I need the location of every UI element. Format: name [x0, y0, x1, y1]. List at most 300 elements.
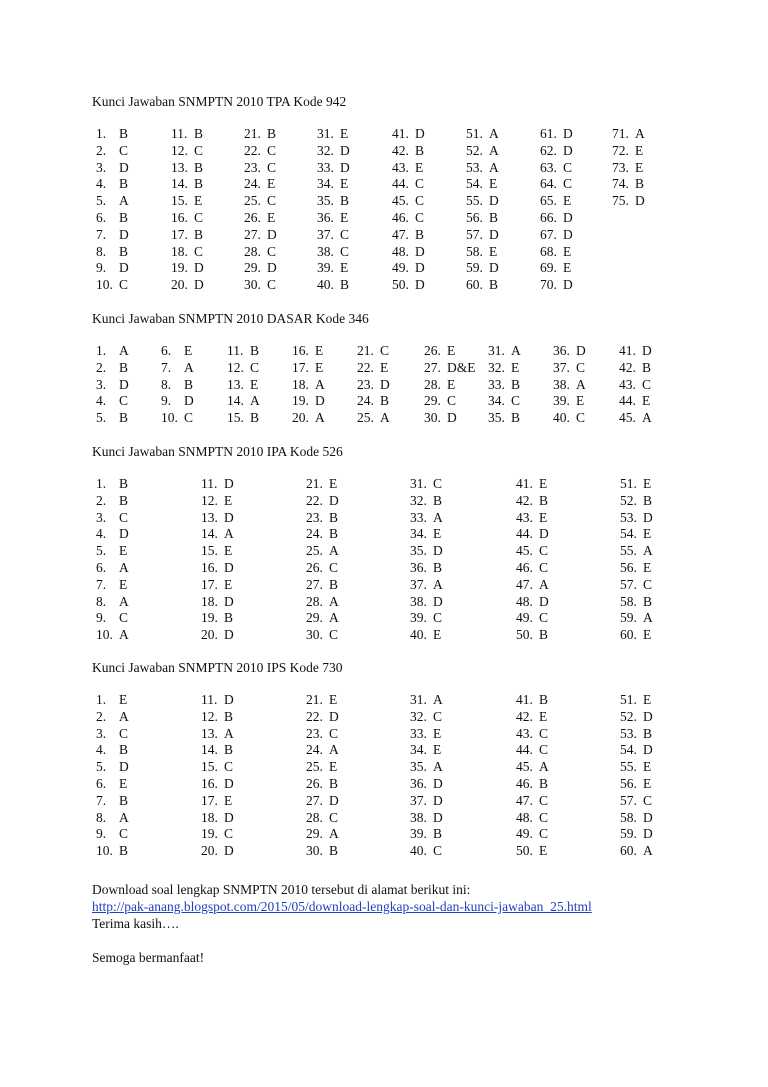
answer-letter: B [329, 775, 339, 791]
answer-letter: B [489, 277, 499, 293]
question-number: 6. [96, 559, 107, 575]
question-number: 36. [317, 209, 334, 225]
answer-item [171, 159, 204, 177]
answer-letter: D [340, 159, 350, 175]
answer-item [96, 393, 129, 410]
answer-item [620, 742, 653, 759]
answer-item [171, 226, 204, 244]
answer-letter: E [340, 176, 349, 192]
answer-letter: D [119, 260, 129, 276]
answer-letter: E [643, 559, 652, 575]
section-title-ips: Kunci Jawaban SNMPTN 2010 IPS Kode 730 [92, 660, 343, 675]
answer-item [201, 509, 234, 527]
answer-letter: C [119, 826, 129, 842]
answer-item [171, 243, 204, 261]
answer-item [96, 492, 129, 510]
answer-item [516, 708, 548, 726]
question-number: 2. [96, 359, 107, 375]
answer-letter: B [119, 843, 129, 859]
answer-letter: D [194, 260, 204, 276]
answer-item [171, 209, 204, 227]
question-number: 11. [201, 476, 218, 491]
answer-letter: B [643, 725, 653, 741]
question-number: 21. [244, 126, 261, 141]
answer-letter: A [119, 809, 129, 825]
question-number: 36. [410, 559, 427, 575]
answer-item [306, 809, 339, 827]
question-number: 30. [306, 627, 323, 643]
answer-item [201, 576, 233, 594]
question-number: 53. [620, 509, 637, 525]
question-number: 37. [410, 792, 427, 808]
question-number: 8. [161, 376, 172, 392]
question-number: 23. [357, 376, 374, 392]
answer-item [410, 775, 443, 793]
answer-letter: D [224, 476, 234, 491]
answer-item [244, 126, 277, 143]
question-number: 7. [161, 359, 172, 375]
answer-item [201, 708, 234, 726]
answer-item [201, 610, 234, 627]
answer-item [410, 742, 442, 759]
answer-letter: C [329, 809, 339, 825]
answer-item [292, 393, 325, 410]
answer-letter: C [415, 209, 425, 225]
answer-letter: D [433, 543, 443, 559]
answer-letter: A [119, 193, 129, 209]
question-number: 53. [466, 159, 483, 175]
answer-letter: D [184, 393, 194, 409]
answer-letter: E [315, 359, 324, 375]
question-number: 32. [317, 142, 334, 158]
answer-letter: B [224, 742, 234, 758]
answer-item [96, 759, 129, 776]
answer-item [317, 193, 350, 210]
question-number: 47. [516, 576, 533, 592]
answer-item [201, 809, 234, 827]
answer-letter: C [119, 725, 129, 741]
answer-item [306, 492, 339, 510]
question-number: 62. [540, 142, 557, 158]
answer-letter: B [539, 775, 549, 791]
answer-letter: D [329, 792, 339, 808]
question-number: 19. [292, 393, 309, 409]
question-number: 18. [201, 809, 218, 825]
answer-item [317, 243, 350, 261]
answer-item [410, 627, 442, 644]
answer-letter: E [267, 209, 276, 225]
answer-item [620, 775, 652, 793]
question-number: 19. [201, 610, 218, 626]
question-number: 14. [227, 393, 244, 409]
question-number: 23. [306, 509, 323, 525]
answer-item [201, 759, 234, 776]
answer-item [466, 126, 499, 143]
question-number: 51. [620, 476, 637, 491]
answer-letter: A [433, 759, 443, 775]
answer-letter: D [447, 410, 457, 426]
answer-item [620, 759, 652, 776]
question-number: 28. [306, 809, 323, 825]
question-number: 31. [410, 692, 427, 707]
question-number: 6. [161, 343, 172, 358]
answer-letter: C [119, 277, 129, 293]
answer-letter: B [340, 277, 350, 293]
question-number: 29. [306, 826, 323, 842]
question-number: 2. [96, 492, 107, 508]
question-number: 4. [96, 176, 107, 192]
answer-item [612, 126, 645, 143]
answer-letter: D [119, 226, 129, 242]
answer-item [424, 359, 476, 377]
answer-item [317, 260, 349, 277]
answer-letter: B [511, 410, 521, 426]
answer-letter: A [224, 725, 234, 741]
answer-letter: D [433, 593, 443, 609]
answer-item [392, 159, 424, 177]
answer-letter: E [433, 526, 442, 542]
answer-letter: C [224, 759, 234, 775]
answer-letter: B [329, 526, 339, 542]
answer-item [488, 359, 520, 377]
answer-item [620, 725, 653, 743]
answer-item [516, 492, 549, 510]
answer-item [317, 209, 349, 227]
answer-item [306, 826, 339, 843]
answer-item [171, 193, 203, 210]
answer-letter: D [433, 775, 443, 791]
answer-item [612, 193, 645, 210]
answer-letter: D [489, 193, 499, 209]
answer-letter: D [224, 593, 234, 609]
question-number: 26. [424, 343, 441, 358]
answer-letter: E [539, 708, 548, 724]
question-number: 20. [171, 277, 188, 293]
question-number: 36. [553, 343, 570, 358]
answer-letter: E [267, 176, 276, 192]
answer-item [96, 526, 129, 543]
answer-letter: A [433, 692, 443, 707]
answer-letter: D [643, 826, 653, 842]
question-number: 51. [620, 692, 637, 707]
question-number: 33. [410, 509, 427, 525]
question-number: 3. [96, 159, 107, 175]
answer-item [201, 627, 234, 644]
answer-letter: D [563, 277, 573, 293]
question-number: 37. [317, 226, 334, 242]
question-number: 43. [392, 159, 409, 175]
answer-item [540, 126, 573, 143]
answer-letter: B [119, 410, 129, 426]
answer-item [201, 843, 234, 860]
answer-item [540, 142, 573, 160]
answer-item [620, 476, 652, 493]
answer-item [516, 843, 548, 860]
question-number: 45. [516, 543, 533, 559]
answer-letter: B [329, 509, 339, 525]
answer-item [410, 476, 443, 493]
answer-letter: A [315, 376, 325, 392]
answer-item [553, 393, 585, 410]
answer-letter: E [489, 176, 498, 192]
answer-item [306, 526, 339, 543]
answer-letter: D [119, 526, 129, 542]
answer-item [612, 142, 644, 160]
answer-letter: C [119, 142, 129, 158]
answer-letter: C [250, 359, 260, 375]
answer-item [424, 376, 456, 394]
answer-item [201, 526, 234, 543]
answer-item [96, 708, 129, 726]
question-number: 64. [540, 176, 557, 192]
answer-item [201, 543, 233, 560]
answer-item [516, 526, 549, 543]
answer-item [620, 843, 653, 860]
question-number: 1. [96, 343, 107, 358]
answer-item [620, 826, 653, 843]
answer-item [620, 576, 653, 594]
answer-letter: D [539, 526, 549, 542]
answer-item [244, 277, 277, 294]
answer-letter: A [329, 543, 339, 559]
answer-letter: B [224, 708, 234, 724]
answer-letter: E [224, 492, 233, 508]
question-number: 1. [96, 692, 107, 707]
question-number: 33. [317, 159, 334, 175]
answer-letter: A [380, 410, 390, 426]
answer-letter: B [340, 193, 350, 209]
answer-item [619, 359, 652, 377]
answer-letter: A [184, 359, 194, 375]
question-number: 16. [201, 775, 218, 791]
answer-letter: B [267, 126, 277, 141]
question-number: 70. [540, 277, 557, 293]
answer-item [553, 343, 586, 360]
question-number: 6. [96, 209, 107, 225]
question-number: 41. [619, 343, 636, 358]
answer-letter: D [642, 343, 652, 358]
answer-letter: A [511, 343, 521, 358]
question-number: 48. [516, 809, 533, 825]
question-number: 21. [306, 692, 323, 707]
question-number: 46. [516, 775, 533, 791]
answer-letter: C [267, 142, 277, 158]
answer-letter: D [224, 559, 234, 575]
answer-letter: A [315, 410, 325, 426]
answer-item [306, 610, 339, 627]
question-number: 49. [392, 260, 409, 276]
answer-item [392, 277, 425, 294]
answer-item [410, 725, 442, 743]
answer-item [244, 226, 277, 244]
question-number: 56. [466, 209, 483, 225]
question-number: 13. [201, 509, 218, 525]
answer-item [96, 126, 129, 143]
answer-item [306, 775, 339, 793]
question-number: 16. [292, 343, 309, 358]
question-number: 9. [161, 393, 172, 409]
answer-letter: A [433, 576, 443, 592]
answer-item [410, 692, 443, 709]
question-number: 54. [620, 742, 637, 758]
answer-letter: D [119, 376, 129, 392]
answer-item [96, 260, 129, 277]
question-number: 5. [96, 543, 107, 559]
answer-item [392, 142, 425, 160]
question-number: 57. [620, 576, 637, 592]
answer-letter: B [194, 159, 204, 175]
question-number: 42. [516, 492, 533, 508]
answer-letter: A [539, 576, 549, 592]
answer-item [410, 708, 443, 726]
question-number: 10. [96, 843, 113, 859]
answer-item [619, 376, 652, 394]
answer-item [292, 343, 324, 360]
answer-letter: A [643, 543, 653, 559]
answer-item [161, 343, 193, 360]
question-number: 25. [244, 193, 261, 209]
question-number: 52. [466, 142, 483, 158]
question-number: 30. [244, 277, 261, 293]
answer-letter: E [563, 260, 572, 276]
answer-item [410, 593, 443, 611]
answer-item [488, 343, 521, 360]
answer-item [410, 543, 443, 560]
question-number: 45. [392, 193, 409, 209]
answer-letter: C [539, 809, 549, 825]
answer-item [96, 725, 129, 743]
answer-letter: D [635, 193, 645, 209]
question-number: 40. [317, 277, 334, 293]
answer-item [540, 193, 572, 210]
question-number: 4. [96, 526, 107, 542]
answer-letter: C [539, 826, 549, 842]
answer-letter: D [224, 692, 234, 707]
question-number: 60. [620, 627, 637, 643]
question-number: 5. [96, 410, 107, 426]
answer-letter: D [415, 243, 425, 259]
answer-item [392, 260, 425, 277]
answer-letter: A [329, 826, 339, 842]
answer-letter: E [563, 243, 572, 259]
answer-item [620, 627, 652, 644]
question-number: 11. [227, 343, 244, 358]
answer-item [516, 509, 548, 527]
question-number: 12. [201, 492, 218, 508]
question-number: 29. [306, 610, 323, 626]
question-number: 60. [620, 843, 637, 859]
answer-item [96, 843, 129, 860]
question-number: 28. [306, 593, 323, 609]
question-number: 3. [96, 376, 107, 392]
answer-item [424, 410, 457, 427]
question-number: 43. [619, 376, 636, 392]
answer-item [96, 159, 129, 177]
answer-letter: C [576, 359, 586, 375]
question-number: 15. [227, 410, 244, 426]
answer-letter: B [539, 627, 549, 643]
question-number: 22. [357, 359, 374, 375]
question-number: 13. [227, 376, 244, 392]
answer-item [96, 176, 129, 193]
answer-letter: B [194, 226, 204, 242]
answer-letter: C [433, 708, 443, 724]
answer-letter: C [642, 376, 652, 392]
answer-letter: D [643, 809, 653, 825]
section-title-ipa: Kunci Jawaban SNMPTN 2010 IPA Kode 526 [92, 444, 343, 459]
question-number: 37. [410, 576, 427, 592]
answer-letter: E [643, 627, 652, 643]
answer-letter: E [447, 376, 456, 392]
answer-letter: A [250, 393, 260, 409]
question-number: 44. [516, 526, 533, 542]
answer-letter: A [224, 526, 234, 542]
question-number: 57. [466, 226, 483, 242]
answer-letter: C [539, 559, 549, 575]
answer-item [619, 393, 651, 410]
answer-item [392, 209, 425, 227]
answer-letter: D [119, 159, 129, 175]
question-number: 28. [244, 243, 261, 259]
answer-item [620, 492, 653, 510]
answer-item [466, 176, 498, 193]
question-number: 17. [201, 576, 218, 592]
answer-letter: E [340, 209, 349, 225]
answer-letter: C [224, 826, 234, 842]
answer-item [357, 393, 390, 410]
answer-item [516, 826, 549, 843]
question-number: 31. [488, 343, 505, 358]
answer-item [201, 692, 234, 709]
question-number: 21. [357, 343, 374, 358]
question-number: 41. [516, 476, 533, 491]
answer-letter: D [329, 492, 339, 508]
answer-letter: C [433, 476, 443, 491]
question-number: 59. [466, 260, 483, 276]
answer-letter: C [267, 193, 277, 209]
question-number: 53. [620, 725, 637, 741]
answer-item [612, 176, 645, 193]
question-number: 43. [516, 725, 533, 741]
answer-letter: B [380, 393, 390, 409]
answer-letter: B [224, 610, 234, 626]
answer-letter: B [119, 209, 129, 225]
question-number: 54. [620, 526, 637, 542]
answer-letter: C [643, 792, 653, 808]
answer-letter: D [224, 627, 234, 643]
question-number: 21. [306, 476, 323, 491]
question-number: 58. [466, 243, 483, 259]
answer-letter: A [329, 593, 339, 609]
question-number: 40. [410, 843, 427, 859]
answer-item [553, 410, 586, 427]
answer-item [306, 509, 339, 527]
answer-item [306, 543, 339, 560]
answer-item [201, 742, 234, 759]
answer-letter: E [315, 343, 324, 358]
answer-item [171, 176, 204, 193]
question-number: 24. [357, 393, 374, 409]
answer-item [424, 343, 456, 360]
question-number: 24. [306, 742, 323, 758]
answer-letter: A [643, 610, 653, 626]
download-text: Download soal lengkap SNMPTN 2010 tersebut di alamat berikut ini: [92, 882, 471, 897]
question-number: 18. [201, 593, 218, 609]
answer-item [161, 393, 194, 410]
question-number: 47. [516, 792, 533, 808]
answer-item [317, 277, 350, 294]
download-link[interactable]: http://pak-anang.blogspot.com/2015/05/download-lengkap-soal-dan-kunci-jawaban_25.html [92, 899, 592, 914]
